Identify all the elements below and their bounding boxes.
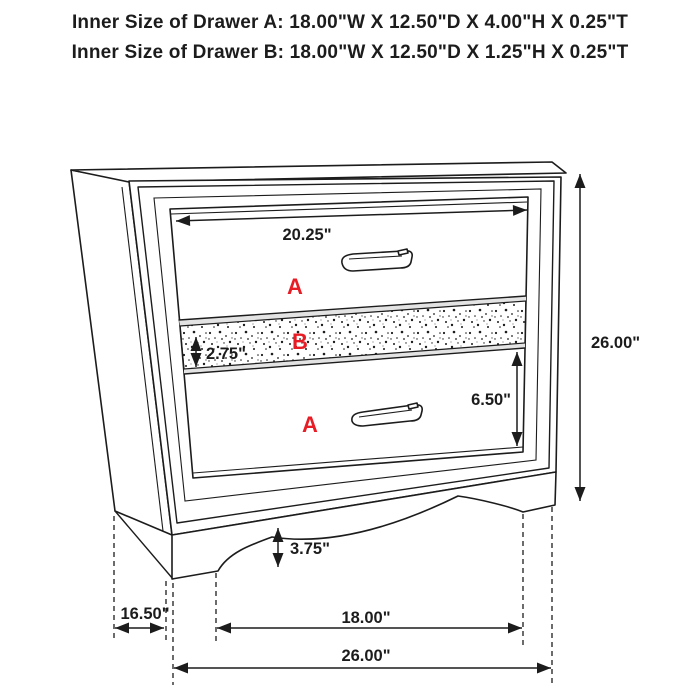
dim-overall-width (174, 647, 551, 668)
dim-inner-width (217, 609, 522, 628)
dimension-label-middle-drawer-height: 2.75" (206, 345, 246, 363)
dimension-label-leg-height: 3.75" (290, 540, 330, 558)
handle-end-tab (398, 249, 408, 255)
inner-size-drawer-b-text: Inner Size of Drawer B: 18.00"W X 12.50"D X 1.25"H X 0.25"T (71, 42, 629, 63)
dimension-label-bottom-drawer-height: 6.50" (471, 391, 511, 409)
dimension-label-side-depth: 16.50" (120, 605, 170, 623)
handle-end-tab (408, 403, 418, 409)
label-drawer-a-bottom: A (302, 412, 318, 437)
dimension-label-top-opening-width: 20.25" (282, 226, 332, 244)
dimension-label-overall-width: 26.00" (341, 647, 391, 665)
inner-size-drawer-a-text: Inner Size of Drawer A: 18.00"W X 12.50"D X 4.00"H X 0.25"T (71, 12, 629, 33)
dimension-label-overall-height: 26.00" (591, 334, 641, 352)
label-drawer-a-top: A (287, 274, 303, 299)
dim-side-depth (115, 605, 170, 628)
label-drawer-b-middle: B (292, 329, 308, 354)
dimension-label-inner-width: 18.00" (341, 609, 391, 627)
dim-overall-height (580, 174, 640, 501)
